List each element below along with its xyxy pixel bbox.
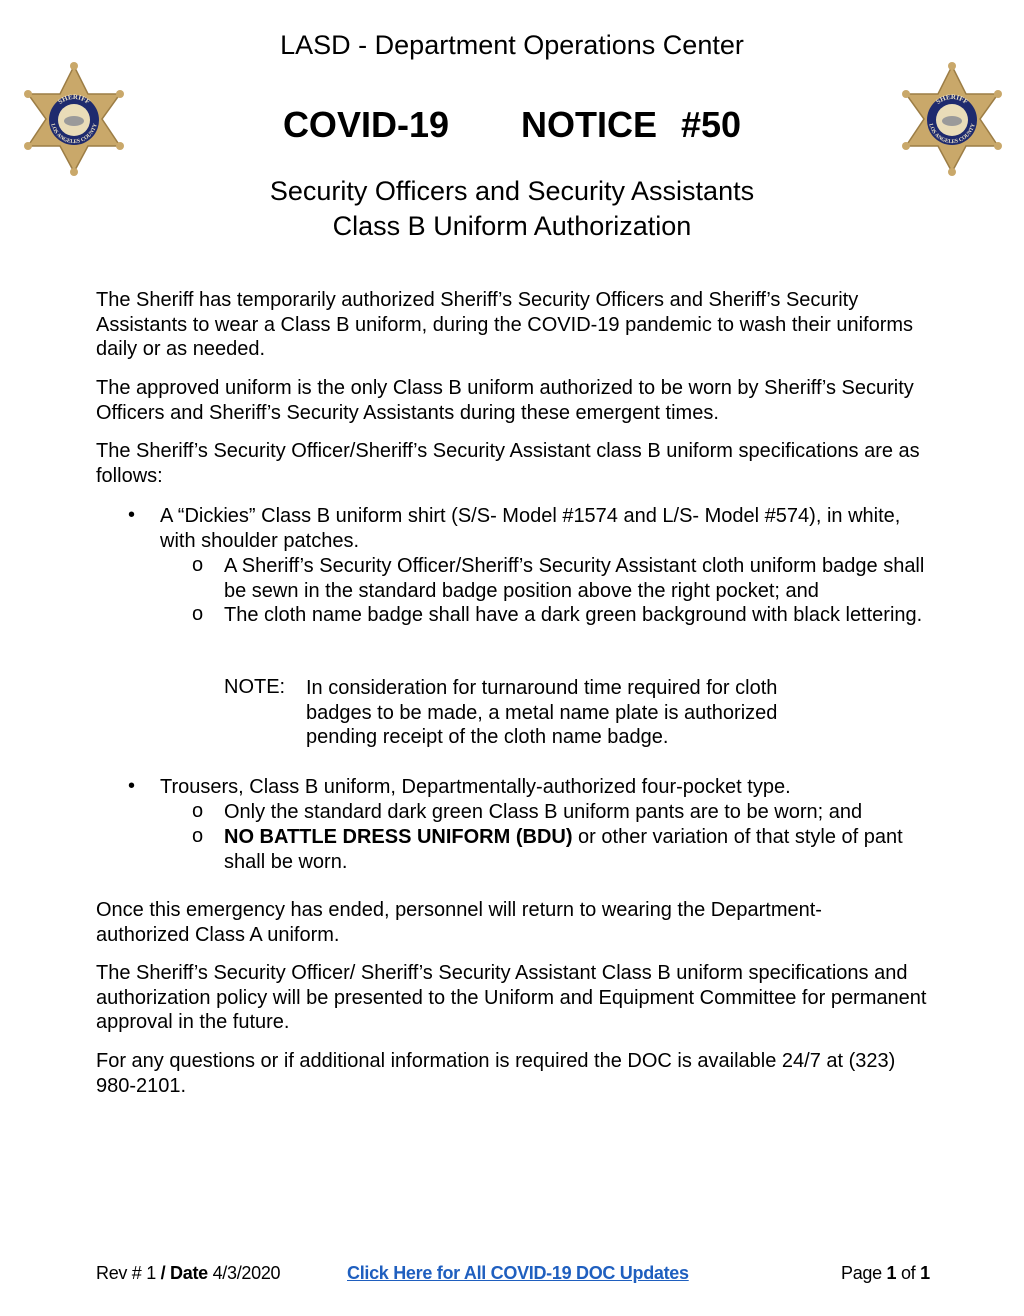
paragraph-3: The Sheriff’s Security Officer/Sheriff’s Security Assistant class B uniform specifications are as follows:: [96, 440, 920, 487]
footer-revision: [96, 1263, 280, 1284]
note-label: NOTE:: [224, 676, 286, 698]
badge-text-county: LOS ANGELES COUNTY: [49, 122, 99, 146]
bullet-glyph: •: [128, 504, 136, 526]
date-label: Date: [170, 1263, 208, 1283]
slash: /: [155, 1263, 171, 1283]
badge-text-sheriff: SHERIFF: [56, 92, 92, 106]
page-num: 1: [886, 1263, 897, 1283]
bdu-rest: or other variation of that style of pant shall be worn.: [224, 826, 903, 873]
bdu-bold: NO BATTLE DRESS UNIFORM (BDU): [224, 826, 573, 848]
badge-text-sheriff: SHERIFF: [934, 92, 970, 106]
paragraph-6: For any questions or if additional information is required the DOC is available 24/7 at (323) 980-2101.: [96, 1050, 896, 1097]
notice-title: COVID-19 NOTICE #50: [282, 104, 742, 145]
sub-bullet-pants: Only the standard dark green Class B uniform pants are to be worn; and: [224, 801, 863, 823]
subtitle-line2: Class B Uniform Authorization: [332, 211, 692, 241]
page-label: Page: [841, 1263, 887, 1283]
bullet-glyph: •: [128, 775, 136, 797]
of-label: of: [896, 1263, 921, 1283]
sub-bullet-glyph: o: [192, 554, 204, 576]
paragraph-1: The Sheriff has temporarily authorized Sheriff’s Security Officers and Sheriff’s Security Assistants to wear a Class B uniform, during the COVID-19 pandemic to wash their uniforms daily or as needed.: [96, 289, 914, 360]
org-title: LASD - Department Operations Center: [280, 30, 744, 60]
badge-text-county: LOS ANGELES COUNTY: [927, 122, 977, 146]
footer-page-number: [841, 1263, 930, 1284]
bullet-trousers: Trousers, Class B uniform, Departmentally-authorized four-pocket type.: [160, 776, 791, 798]
paragraph-4: Once this emergency has ended, personnel will return to wearing the Department-authorized Class A uniform.: [96, 899, 822, 946]
bullet-shirt: A “Dickies” Class B uniform shirt (S/S- Model #1574 and L/S- Model #574), in white, with shoulder patches.: [160, 505, 901, 552]
sub-bullet-glyph: o: [192, 800, 204, 822]
paragraph-2: The approved uniform is the only Class B uniform authorized to be worn by Sheriff’s Security Officers and Sheriff’s Security Assistants during these emergent times.: [96, 377, 914, 424]
paragraph-5: The Sheriff’s Security Officer/ Sheriff’s Security Assistant Class B uniform specifications and authorization policy will be presented to the Uniform and Equipment Committee for permanent approval in the future.: [96, 962, 927, 1033]
page-total: 1: [920, 1263, 930, 1283]
sub-bullet-bdu: [224, 825, 914, 874]
doc-updates-link[interactable]: Click Here for All COVID-19 DOC Updates: [347, 1263, 689, 1283]
sub-bullet-name-badge: The cloth name badge shall have a dark green background with black lettering.: [224, 604, 923, 626]
note-text: In consideration for turnaround time required for cloth badges to be made, a metal name plate is authorized pending receipt of the cloth name badge.: [306, 677, 778, 748]
sub-bullet-badge: A Sheriff’s Security Officer/Sheriff’s Security Assistant cloth uniform badge shall be sewn in the standard badge position above the right pocket; and: [224, 555, 925, 602]
date-value: 4/3/2020: [207, 1263, 281, 1283]
subtitle-line1: Security Officers and Security Assistants: [269, 176, 755, 206]
rev-label: Rev # 1: [96, 1263, 156, 1283]
subtitle: [0, 174, 1024, 244]
sub-bullet-glyph: o: [192, 603, 204, 625]
sub-bullet-glyph: o: [192, 825, 204, 847]
